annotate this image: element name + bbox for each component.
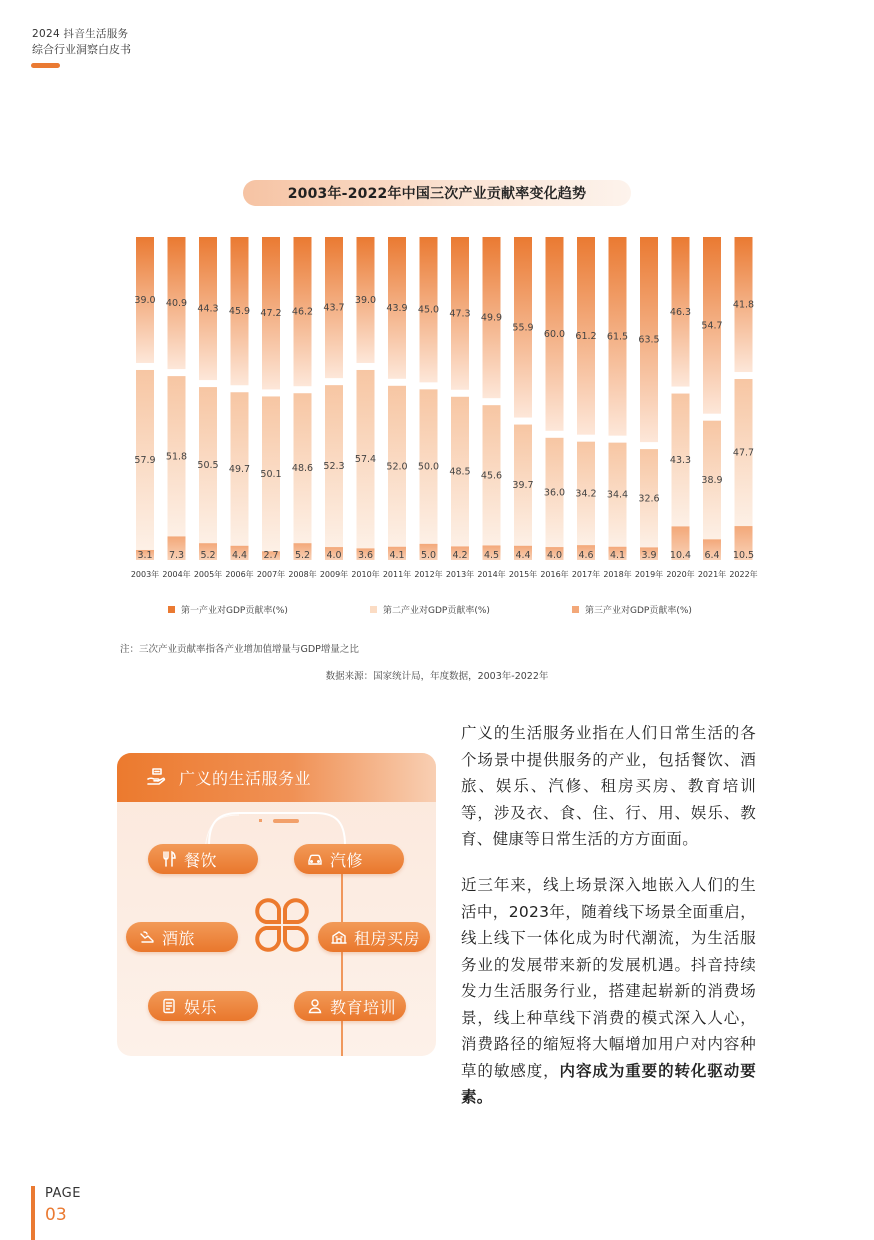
data-label-primary: 4.1: [609, 550, 626, 561]
data-label-tertiary: 40.9: [165, 298, 188, 310]
data-label-tertiary: 45.0: [417, 304, 440, 316]
body-paragraph-2-text: 近三年来，线上场景深入地嵌入人们的生活中，2023年，随着线下场景全面重启，线上线下一体化成为时代潮流，为生活服务业的发展带来新的发展机遇。抖音持续发力生活服务行业，搭建起崭新的消费场景，线上种草线下消费的模式深入人心，消费路径的缩短将大幅增加用户对内容种草的敏感度，: [461, 876, 756, 1080]
x-tick-label: 2008年: [288, 570, 317, 579]
x-tick-label: 2019年: [634, 570, 664, 579]
data-label-secondary: 34.4: [606, 489, 629, 501]
chart-source: 数据来源：国家统计局，年度数据，2003年-2022年: [325, 671, 549, 682]
labels-layer: [134, 295, 754, 561]
data-label-primary: 10.5: [732, 550, 755, 561]
data-label-tertiary: 45.9: [228, 306, 251, 318]
data-label-secondary: 38.9: [701, 475, 723, 487]
data-label-secondary: 48.5: [449, 466, 471, 478]
legend-label-secondary: 第二产业对GDP贡献率(%): [383, 606, 490, 616]
data-label-secondary: 34.2: [575, 488, 597, 500]
data-label-tertiary: 39.0: [134, 294, 156, 306]
header-title: 综合行业洞察白皮书: [32, 43, 131, 56]
page-label: PAGE: [45, 1186, 81, 1201]
person-icon: [306, 997, 324, 1015]
legend-item-secondary: [370, 603, 490, 616]
data-label-tertiary: 39.0: [354, 294, 377, 306]
data-label-tertiary: 41.8: [732, 299, 755, 311]
x-tick-label: 2017年: [571, 570, 601, 579]
x-tick-label: 2004年: [162, 570, 191, 579]
car-icon: [306, 850, 324, 868]
data-label-secondary: 51.8: [165, 451, 188, 463]
life-service-card: [117, 753, 436, 1056]
legend-label-primary: 第一产业对GDP贡献率(%): [181, 606, 288, 616]
data-label-secondary: 39.7: [512, 480, 534, 492]
card-title: 广义的生活服务业: [179, 769, 312, 788]
x-tick-label: 2007年: [256, 570, 286, 579]
page-accent-bar: [31, 1186, 35, 1240]
x-tick-label: 2005年: [193, 570, 223, 579]
x-tick-label: 2021年: [697, 570, 727, 579]
data-label-primary: 4.4: [515, 550, 531, 561]
data-label-secondary: 50.0: [417, 461, 440, 473]
data-label-primary: 4.0: [546, 550, 563, 561]
data-label-primary: 4.2: [452, 550, 468, 561]
x-tick-label: 2003年: [130, 570, 160, 579]
data-label-tertiary: 46.2: [291, 306, 314, 318]
data-label-tertiary: 55.9: [512, 322, 534, 334]
x-tick-label: 2018年: [603, 570, 632, 579]
x-tick-label: 2012年: [414, 570, 443, 579]
data-label-secondary: 50.1: [260, 468, 282, 480]
data-label-tertiary: 43.7: [323, 302, 345, 314]
data-label-secondary: 36.0: [543, 487, 566, 499]
bars-layer: [136, 237, 753, 560]
data-label-tertiary: 63.5: [638, 334, 660, 346]
data-label-tertiary: 60.0: [543, 328, 566, 340]
data-label-primary: 4.0: [326, 550, 342, 561]
category-catering[interactable]: [148, 844, 258, 874]
data-label-primary: 7.3: [168, 550, 185, 561]
data-label-secondary: 47.7: [732, 447, 755, 459]
legend-item-primary: [168, 603, 288, 616]
x-tick-label: 2006年: [225, 570, 254, 579]
x-tick-label: 2013年: [445, 570, 475, 579]
data-label-tertiary: 54.7: [701, 320, 723, 332]
x-tick-label: 2014年: [477, 570, 506, 579]
category-label: 餐饮: [184, 850, 218, 870]
category-hotel-travel[interactable]: [126, 922, 238, 952]
data-label-primary: 3.9: [641, 550, 657, 561]
data-label-primary: 3.1: [137, 550, 153, 561]
category-label: 租房买房: [354, 928, 421, 948]
data-label-primary: 5.2: [294, 550, 311, 561]
category-entertainment[interactable]: [148, 991, 258, 1021]
category-education[interactable]: [294, 991, 406, 1021]
chart-title: 2003年-2022年中国三次产业贡献率变化趋势: [287, 186, 587, 202]
category-label: 酒旅: [162, 928, 196, 948]
legend-label-tertiary: 第三产业对GDP贡献率(%): [585, 606, 692, 616]
category-label: 娱乐: [184, 997, 218, 1017]
legend-swatch-primary: [168, 606, 175, 613]
data-label-tertiary: 61.2: [575, 330, 597, 342]
data-label-secondary: 52.3: [323, 461, 345, 473]
legend-swatch-tertiary: [572, 606, 579, 613]
x-tick-label: 2020年: [666, 570, 695, 579]
body-paragraph-1: 广义的生活服务业指在人们日常生活的各个场景中提供服务的产业，包括餐饮、酒旅、娱乐、汽修、租房买房、教育培训等，涉及衣、食、住、行、用、娱乐、教育、健康等日常生活的方方面面。: [461, 724, 756, 848]
ticket-icon: [160, 997, 178, 1015]
data-label-secondary: 48.6: [291, 463, 314, 475]
x-tick-label: 2022年: [729, 570, 758, 579]
data-label-tertiary: 61.5: [606, 331, 629, 343]
x-tick-label: 2015年: [508, 570, 538, 579]
x-axis-ticks: [131, 569, 758, 579]
data-label-primary: 5.2: [200, 550, 216, 561]
data-label-primary: 4.6: [578, 550, 594, 561]
data-label-tertiary: 47.2: [260, 308, 282, 320]
data-label-tertiary: 47.3: [449, 308, 471, 320]
body-paragraph-2: [461, 872, 756, 1111]
chart-note: 注：三次产业贡献率指各产业增加值增量与GDP增量之比: [120, 644, 359, 655]
data-label-primary: 5.0: [420, 550, 437, 561]
data-label-secondary: 57.9: [134, 454, 156, 466]
data-label-tertiary: 44.3: [197, 303, 219, 315]
data-label-primary: 10.4: [669, 550, 692, 561]
data-label-secondary: 52.0: [386, 461, 408, 473]
body-paragraph-2-emphasis: 内容成为重要的转化驱动要素。: [461, 1061, 756, 1106]
data-label-tertiary: 49.9: [480, 312, 503, 324]
data-label-secondary: 43.3: [669, 454, 692, 466]
data-label-primary: 3.6: [357, 550, 374, 561]
data-label-primary: 2.7: [263, 550, 279, 561]
x-tick-label: 2010年: [351, 570, 380, 579]
category-real-estate[interactable]: [318, 922, 430, 952]
data-label-secondary: 45.6: [480, 470, 503, 482]
data-label-primary: 4.1: [389, 550, 405, 561]
data-label-primary: 4.4: [231, 550, 248, 561]
category-label: 汽修: [330, 850, 364, 870]
page-number: 03: [45, 1205, 67, 1225]
data-label-tertiary: 46.3: [669, 306, 692, 318]
data-label-secondary: 57.4: [354, 454, 377, 466]
legend-item-tertiary: [572, 603, 692, 616]
legend-swatch-secondary: [370, 606, 377, 613]
category-auto-repair[interactable]: [294, 844, 404, 874]
x-tick-label: 2011年: [382, 570, 412, 579]
data-label-tertiary: 43.9: [386, 302, 408, 314]
x-tick-label: 2009年: [319, 570, 349, 579]
fork-knife-icon: [160, 850, 178, 868]
category-label: 教育培训: [330, 997, 397, 1017]
x-tick-label: 2016年: [540, 570, 569, 579]
data-label-secondary: 32.6: [638, 493, 660, 505]
data-label-secondary: 50.5: [197, 460, 219, 472]
building-icon: [330, 928, 348, 946]
bed-icon: [138, 928, 156, 946]
data-label-primary: 4.5: [483, 550, 500, 561]
data-label-secondary: 49.7: [228, 464, 251, 476]
header-year-label: 2024 抖音生活服务: [32, 28, 129, 40]
data-label-primary: 6.4: [704, 550, 720, 561]
